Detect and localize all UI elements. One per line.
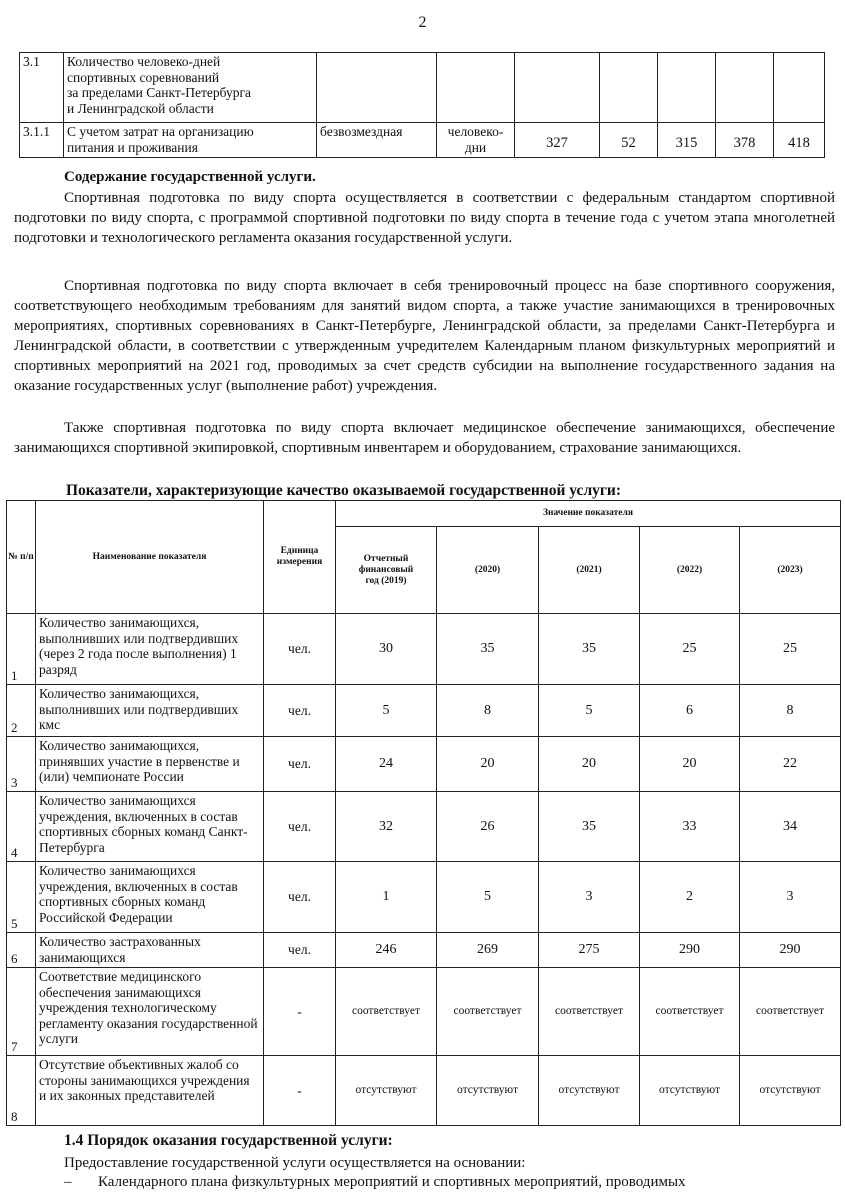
indicators-title: Показатели, характеризующие качество оказываемой государственной услуги: [66,482,622,499]
row-number: 4 [7,792,36,862]
value-cell: соответствует [740,968,841,1056]
value-cell: отсутствуют [336,1056,437,1126]
unit-line: дни [464,139,487,155]
value-cell: 6 [640,685,740,737]
unit [437,53,515,123]
header-unit: Единица измерения [264,501,336,614]
value-cell: 26 [437,792,539,862]
indicator-name: Количество занимающихся, выполнивших или подтвердивших (через 2 года после выполнения) 1 разряд [36,614,264,685]
name-line: питания и проживания [67,139,198,155]
unit [437,123,515,158]
indicator-name [64,53,317,123]
bullet-dash: – [64,1174,72,1190]
name-line: спортивных соревнований [67,69,220,85]
value-cell: 418 [774,123,825,158]
value-cell: 32 [336,792,437,862]
unit: чел. [264,737,336,792]
value-cell: 327 [515,123,600,158]
table-row [7,614,841,685]
value-cell: 3 [740,862,841,933]
header-year: (2020) [437,527,539,614]
value-cell: 52 [600,123,658,158]
header-num: № п/п [7,501,36,614]
value-cell: 8 [740,685,841,737]
table-row [20,53,825,123]
value-cell: 5 [336,685,437,737]
paragraph: Также спортивная подготовка по виду спорта включает медицинское обеспечение занимающихся, обеспечение занимающихся спортивной экипировкой, спортивным инвентарем и оборудованием, страхование занимающихся. [14,420,835,456]
service-volume-table [19,52,825,158]
value-cell: 3 [539,862,640,933]
value-cell [515,53,600,123]
name-line: и Ленинградской области [67,100,214,116]
bullet-item [64,1172,834,1192]
value-cell: 20 [640,737,740,792]
row-number: 8 [7,1056,36,1126]
value-cell: 35 [437,614,539,685]
row-number: 2 [7,685,36,737]
value-cell: 378 [716,123,774,158]
value-cell: 34 [740,792,841,862]
indicator-name: Соответствие медицинского обеспечения занимающихся учреждения технологическому регламенту оказания государственной услуги [36,968,264,1056]
value-cell: соответствует [640,968,740,1056]
unit: чел. [264,862,336,933]
value-cell: отсутствуют [640,1056,740,1126]
header-value-group: Значение показателя [336,501,841,527]
unit: чел. [264,933,336,968]
subsection-title: 1.4 Порядок оказания государственной услуги: [64,1132,393,1149]
indicators-table [6,500,841,1126]
table-row [7,968,841,1056]
header-year: (2023) [740,527,841,614]
bullet-text: Календарного плана физкультурных мероприятий и спортивных мероприятий, проводимых [98,1174,686,1190]
value-cell: 30 [336,614,437,685]
indicator-name: Количество застрахованных занимающихся [36,933,264,968]
indicator-name: Отсутствие объективных жалоб со стороны занимающихся учреждения и их законных представителей [36,1056,264,1126]
value-cell: 24 [336,737,437,792]
row-number: 3 [7,737,36,792]
table-row [7,933,841,968]
value-cell: 315 [658,123,716,158]
value-cell: отсутствуют [437,1056,539,1126]
unit: - [264,968,336,1056]
value-cell: 35 [539,792,640,862]
value-cell: 8 [437,685,539,737]
value-cell [716,53,774,123]
value-cell [600,53,658,123]
unit: чел. [264,685,336,737]
header-name: Наименование показателя [36,501,264,614]
unit: чел. [264,792,336,862]
indicator-name: Количество занимающихся, принявших участие в первенстве и (или) чемпионате России [36,737,264,792]
value-cell: 290 [640,933,740,968]
value-cell [658,53,716,123]
value-cell: 246 [336,933,437,968]
table-row [20,123,825,158]
unit: чел. [264,614,336,685]
row-number: 1 [7,614,36,685]
value-cell: 35 [539,614,640,685]
value-cell: соответствует [437,968,539,1056]
page-number: 2 [418,14,427,31]
value-cell: соответствует [336,968,437,1056]
value-cell: 275 [539,933,640,968]
row-number: 3.1.1 [20,123,64,158]
table-row [7,792,841,862]
indicator-name: Количество занимающихся учреждения, включенных в состав спортивных сборных команд Санкт-Петербурга [36,792,264,862]
header-row [7,501,841,527]
table-row [7,685,841,737]
value-cell: соответствует [539,968,640,1056]
row-number: 3.1 [20,53,64,123]
unit-line: человеко- [447,124,504,139]
service-type: безвозмездная [317,123,437,158]
value-cell: отсутствуют [539,1056,640,1126]
header-year: Отчетный финансовый год (2019) [336,527,437,614]
header-year: (2022) [640,527,740,614]
name-line: С учетом затрат на организацию [67,124,254,139]
paragraph: Спортивная подготовка по виду спорта включает в себя тренировочный процесс на базе спортивного сооружения, соответствующего необходимым требованиям для занятий видом спорта, а также участие занимающихся в тренировочных мероприятиях, спортивных соревнованиях в Санкт-Петербурге, Ленинградской области, за пределами Санкт-Петербурга и Ленинградской области, в соответствии с утвержденным учредителем Календарным планом физкультурных мероприятий и спортивных мероприятий на 2021 год, проводимых за счет средств субсидии на выполнение государственного задания на оказание государственных услуг (выполнение работ) учреждения. [14,278,835,394]
value-cell: 20 [539,737,640,792]
table-row [7,737,841,792]
table-row [7,862,841,933]
table-row [7,1056,841,1126]
value-cell: 25 [740,614,841,685]
row-number: 6 [7,933,36,968]
indicator-name [64,123,317,158]
basis-text: Предоставление государственной услуги осуществляется на основании: [64,1155,526,1171]
value-cell: 22 [740,737,841,792]
row-number: 7 [7,968,36,1056]
value-cell: 269 [437,933,539,968]
content-title: Содержание государственной услуги. [64,169,316,185]
name-line: за пределами Санкт-Петербурга [67,85,251,100]
value-cell: 5 [539,685,640,737]
value-cell: 2 [640,862,740,933]
row-number: 5 [7,862,36,933]
value-cell: 33 [640,792,740,862]
unit: - [264,1056,336,1126]
value-cell: 20 [437,737,539,792]
value-cell: отсутствуют [740,1056,841,1126]
paragraph: Спортивная подготовка по виду спорта осуществляется в соответствии с федеральным стандартом спортивной подготовки по виду спорта, с программой спортивной подготовки по виду спорта в течение года с учетом этапа многолетней подготовки и технологического регламента оказания государственной услуги. [14,190,835,246]
indicator-name: Количество занимающихся, выполнивших или подтвердивших кмс [36,685,264,737]
value-cell: 5 [437,862,539,933]
service-type [317,53,437,123]
value-cell: 1 [336,862,437,933]
value-cell: 290 [740,933,841,968]
header-year: (2021) [539,527,640,614]
indicator-name: Количество занимающихся учреждения, включенных в состав спортивных сборных команд Российской Федерации [36,862,264,933]
value-cell [774,53,825,123]
name-line: Количество человеко-дней [67,54,221,69]
value-cell: 25 [640,614,740,685]
